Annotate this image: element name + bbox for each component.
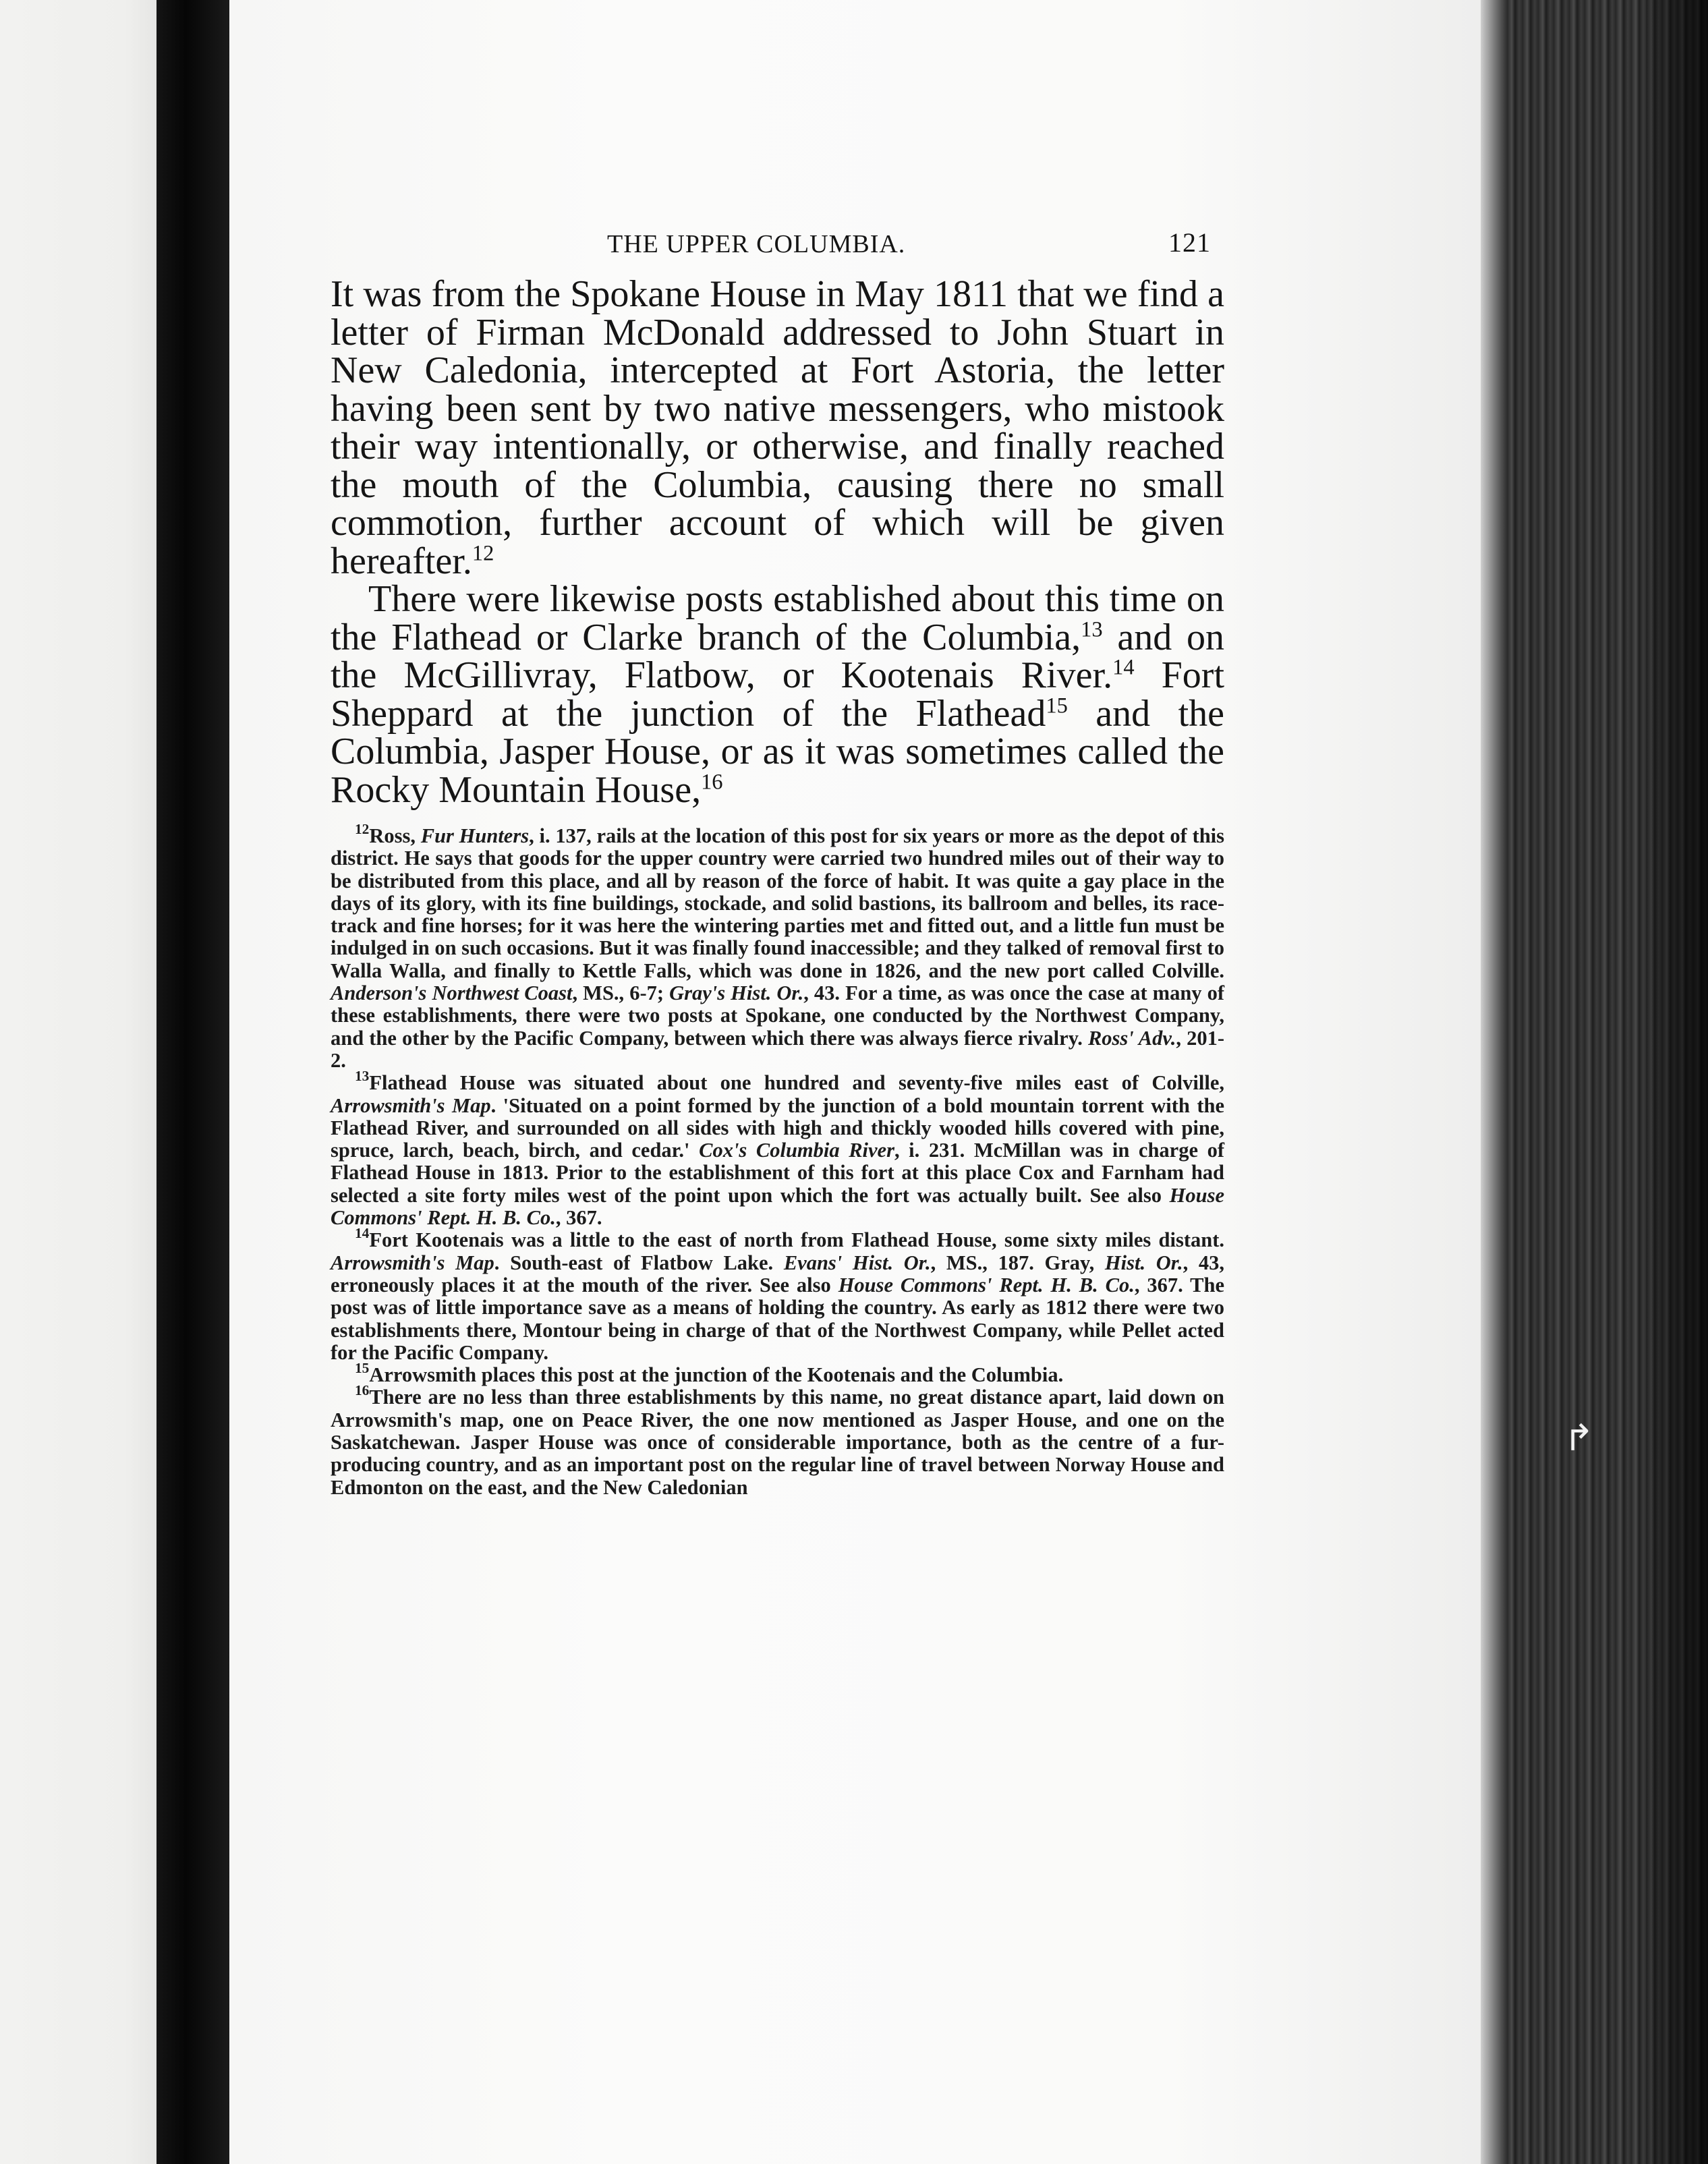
footnote-text: There are no less than three establishments by this name, no great distance apart, laid down on Arrowsmith's map, one on Peace River, the one now mentioned as Jasper House, and one on the Saskatchewan. Jasper House was once of considerable importance, both as the centre of a fur-producing country, and as an important post on the regular line of travel between Norway House and Edmonton on the east, and the New Caledonian (331, 1386, 1224, 1499)
footnote-text: , i. 137, rails at the location of this post for six years or more as the depot of this district. He says that goods for the upper country were carried two hundred miles out of their way to be distributed from this place, and all by reason of the force of habit. It was quite a gay place in the days of its glory, with its fine buildings, stockade, and solid bastions, its ballroom and belles, its race-track and fine horses; for it was here the wintering parties met and fitted out, and a little fun must be indulged in on such occasions. But it was finally found inaccessible; and they talked of removal first to Walla Walla, and finally to Kettle Falls, which was done in 1826, and the new port called Colville. (331, 824, 1225, 982)
footnote-ref: 13 (1081, 617, 1103, 642)
facing-page-edge (0, 0, 156, 2164)
footnote-ref: 15 (1046, 693, 1068, 718)
footnote-citation: House Commons' Rept. H. B. Co. (838, 1273, 1135, 1297)
footnote-12 (331, 821, 1225, 1072)
footnote-14 (331, 1225, 1224, 1364)
body-paragraph-text: There were likewise posts established about this time on the Flathead or Clarke branch of the Columbia, (331, 578, 1224, 658)
page-edge-shadow (1481, 0, 1508, 2164)
body-paragraph-text: and the Columbia, Jasper House, or as it was sometimes called the Rocky Mountain House, (331, 692, 1224, 811)
footnote-citation: Anderson's Northwest Coast (331, 981, 573, 1005)
footnote-citation: Gray's Hist. Or. (669, 981, 804, 1005)
footnote-15 (331, 1360, 1224, 1387)
footnote-ref: 14 (1112, 655, 1135, 680)
body-paragraph-text: and on the McGillivray, Flatbow, or Kootenais River. (331, 616, 1225, 696)
footnote-citation: Fur Hunters (420, 824, 530, 847)
book-fore-edge-shadow (1646, 0, 1708, 2164)
footnote-text: , 201-2. (331, 1026, 1224, 1072)
body-text (331, 275, 1224, 809)
running-head (331, 202, 1224, 258)
body-paragraph (331, 580, 1224, 809)
footnote-text: Flathead House was situated about one hundred and seventy-five miles east of Colville, (369, 1071, 1224, 1095)
page-text-block (331, 202, 1224, 1499)
footnote-text: Ross, (369, 824, 421, 847)
scan-artifact-mark: ↱ (1564, 1417, 1595, 1459)
footnote-text: , MS., 6-7; (572, 981, 670, 1005)
footnote-citation: Ross' Adv. (1087, 1026, 1176, 1050)
footnote-text: . South-east of Flatbow Lake. (494, 1251, 784, 1274)
footnote-citation: Cox's Columbia River (699, 1139, 894, 1162)
footnote-text: Arrowsmith places this post at the junction of the Kootenais and the Columbia. (369, 1363, 1064, 1387)
body-paragraph (331, 275, 1224, 580)
footnote-marker: 13 (355, 1068, 370, 1085)
footnote-16 (331, 1382, 1224, 1499)
footnote-marker: 16 (355, 1382, 370, 1399)
page-number: 121 (1168, 227, 1211, 258)
footnote-marker: 15 (355, 1360, 370, 1377)
footnote-text: , 367. (555, 1206, 602, 1230)
footnote-text: , MS., 187. Gray, (930, 1251, 1105, 1274)
running-title: THE UPPER COLUMBIA. (607, 230, 906, 258)
footnotes (331, 821, 1225, 1499)
footnote-citation: House Commons' Rept. H. B. Co. (331, 1183, 1224, 1230)
footnote-text: , 43. For a time, as was once the case at many of these establishments, there were two posts at Spokane, one conducted by the Northwest Company, and the other by the Pacific Company, between which there was always fierce rivalry. (331, 981, 1224, 1050)
book-gutter (156, 0, 229, 2164)
footnote-13 (331, 1068, 1224, 1230)
footnote-citation: Arrowsmith's Map (331, 1251, 494, 1274)
footnote-text: . 'Situated on a point formed by the junction of a bold mountain torrent with the Flathead River, and surrounded on all sides with high and thickly wooded hills covered with pine, spruce, larch, beach, birch, and cedar.' (331, 1093, 1224, 1162)
body-paragraph-text: It was from the Spokane House in May 1811 that we find a letter of Firman McDonald addressed to John Stuart in New Caledonia, intercepted at Fort Astoria, the letter having been sent by two native messengers, who mistook their way intentionally, or otherwise, and finally reached the mouth of the Columbia, causing there no small commotion, further account of which will be given hereafter. (331, 273, 1224, 582)
footnote-citation: Hist. Or. (1104, 1251, 1183, 1274)
footnote-marker: 12 (355, 821, 370, 838)
footnote-ref: 16 (701, 770, 723, 795)
footnote-citation: Arrowsmith's Map (331, 1093, 491, 1117)
footnote-citation: Evans' Hist. Or. (783, 1251, 931, 1274)
footnote-text: , 43, erroneously places it at the mouth of the river. See also (331, 1251, 1224, 1297)
body-paragraph-text: Fort Sheppard at the junction of the Flathead (331, 654, 1224, 735)
footnote-text: , i. 231. McMillan was in charge of Flathead House in 1813. Prior to the establishment of this fort at this place Cox and Farnham had selected a site forty miles west of the point upon which the fort was actually built. See also (331, 1139, 1224, 1207)
footnote-ref: 12 (472, 541, 494, 566)
footnote-text: Fort Kootenais was a little to the east of north from Flathead House, some sixty miles distant. (369, 1228, 1224, 1252)
footnote-marker: 14 (355, 1225, 370, 1242)
footnote-text: , 367. The post was of little importance save as a means of holding the country. As early as 1812 there were two establishments there, Montour being in charge of that of the Northwest Company, while Pellet acted for the Pacific Company. (331, 1273, 1224, 1364)
